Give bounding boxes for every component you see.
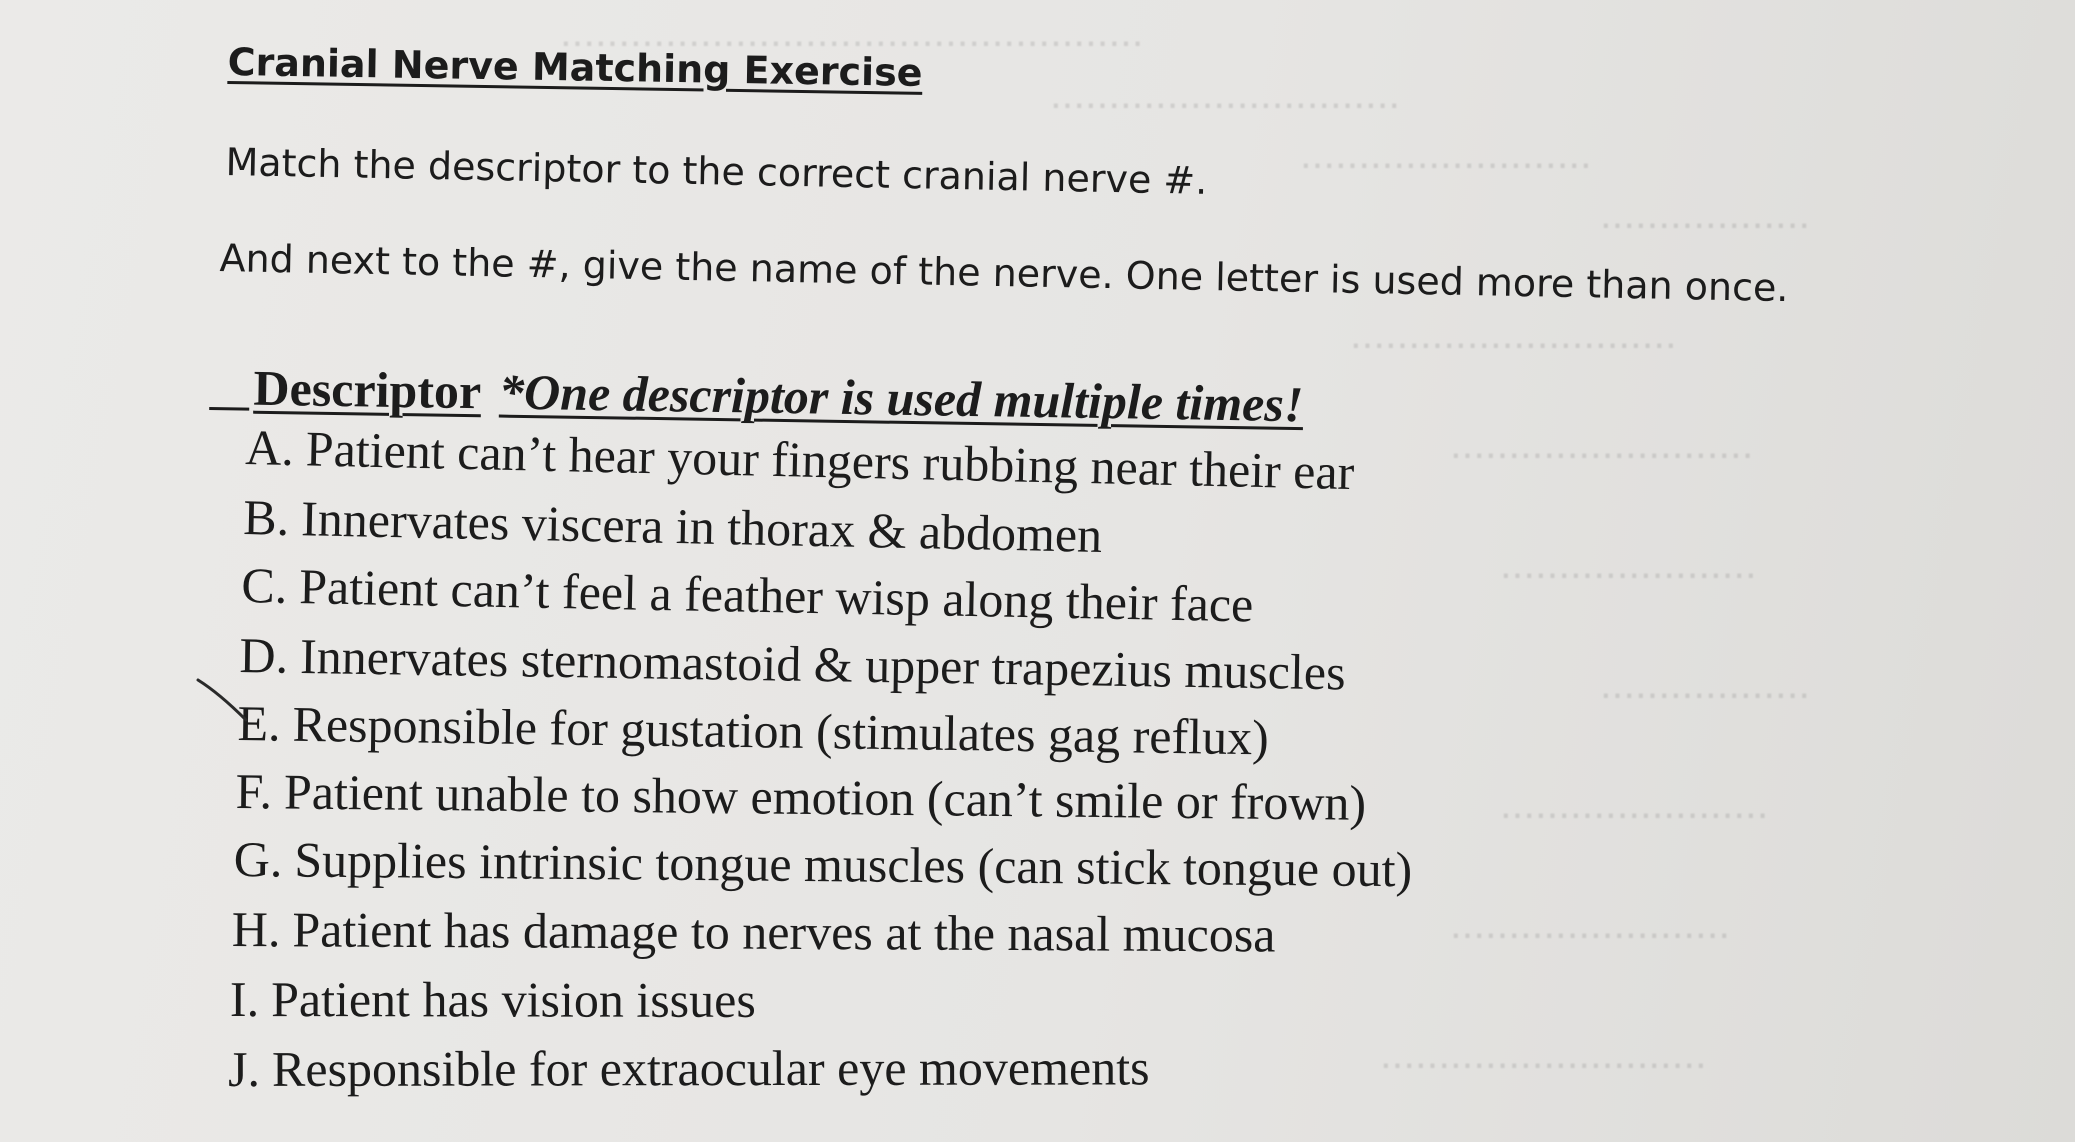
multiple-use-note: *One descriptor is used multiple times!	[498, 363, 1304, 433]
list-item	[241, 556, 1254, 633]
instruction-line-2: And next to the #, give the name of the nerve. One letter is used more than once.	[219, 236, 1789, 311]
item-text: Supplies intrinsic tongue muscles (can stick tongue out)	[294, 831, 1413, 898]
item-text: Patient has damage to nerves at the nasal mucosa	[292, 901, 1276, 963]
list-item	[237, 694, 1269, 766]
item-text: Responsible for extraocular eye movements	[271, 1039, 1150, 1097]
item-letter: B.	[242, 488, 290, 546]
pen-checkmark-icon	[196, 676, 286, 736]
item-letter: H.	[231, 901, 281, 958]
item-text: Patient can’t hear your fingers rubbing near their ear	[305, 420, 1355, 501]
instruction-line-1: Match the descriptor to the correct cranial nerve #.	[225, 140, 1208, 203]
list-item	[245, 418, 1355, 501]
bleed-through-texture: .................................................. .............................. ......................... .................. ............................ .......................... ...................... .................. ....................... ........................ ............................	[560, 8, 1811, 1077]
list-item	[228, 1038, 1150, 1098]
item-letter: A.	[244, 418, 295, 477]
item-letter: J.	[228, 1040, 261, 1097]
item-text: Innervates sternomastoid & upper trapezius muscles	[299, 627, 1347, 701]
list-item	[233, 830, 1412, 898]
item-text: Patient has vision issues	[271, 971, 756, 1028]
item-letter: E.	[237, 694, 282, 752]
item-letter: I.	[229, 971, 260, 1028]
list-item	[235, 762, 1366, 832]
list-item	[230, 970, 756, 1029]
item-text: Patient unable to show emotion (can’t smile or frown)	[283, 763, 1367, 831]
list-item	[243, 488, 1103, 564]
item-letter: G.	[233, 830, 283, 888]
descriptor-label: Descriptor	[253, 359, 482, 420]
page-title: Cranial Nerve Matching Exercise	[227, 40, 923, 95]
item-text: Responsible for gustation (stimulates gag reflux)	[292, 695, 1270, 766]
item-letter: D.	[239, 626, 289, 684]
list-item	[232, 900, 1276, 963]
list-item	[239, 626, 1346, 701]
item-letter: F.	[235, 762, 273, 820]
item-letter: C.	[240, 556, 288, 614]
item-text: Innervates viscera in thorax & abdomen	[300, 490, 1103, 563]
item-text: Patient can’t feel a feather wisp along their face	[298, 558, 1254, 633]
